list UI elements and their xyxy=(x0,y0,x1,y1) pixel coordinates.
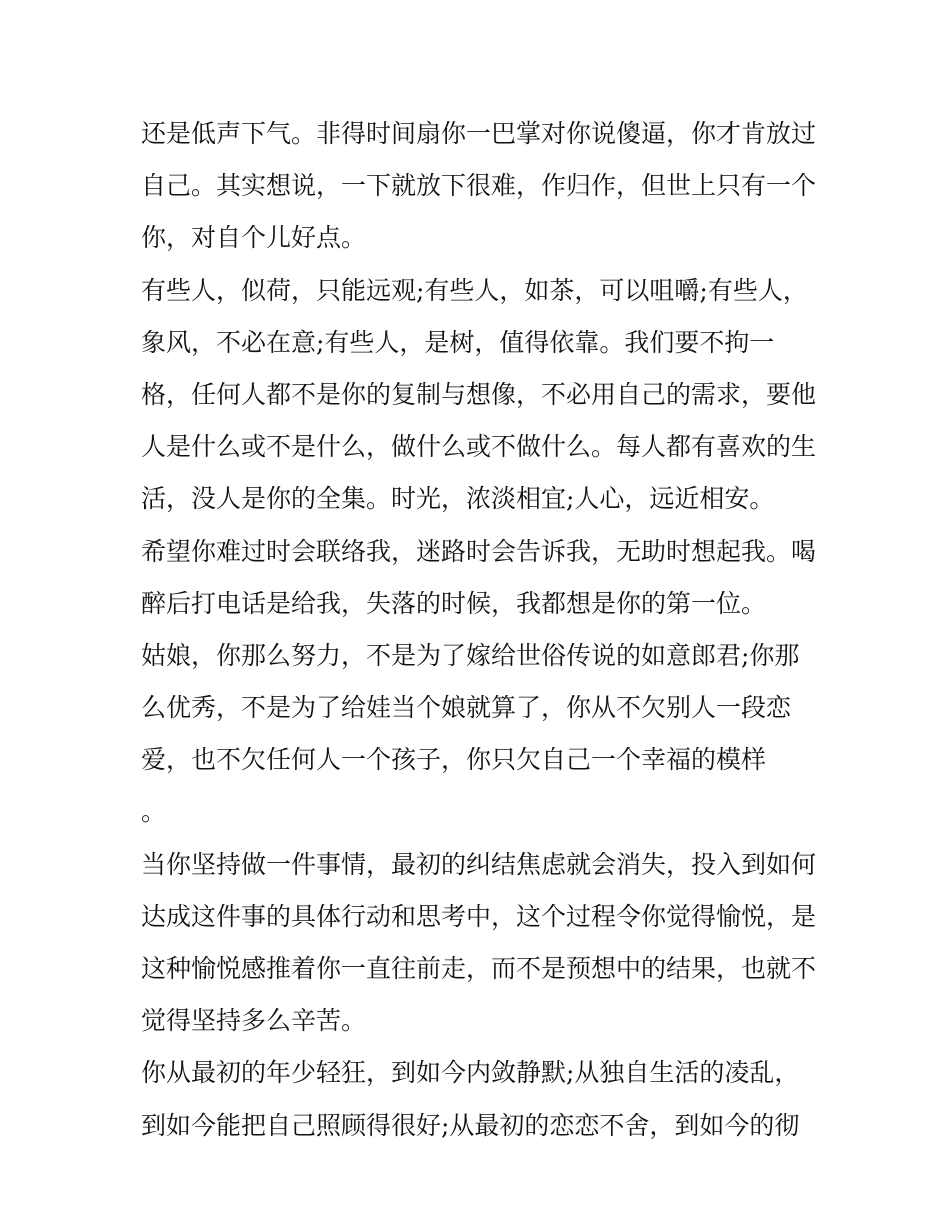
text-line: 觉得坚持多么辛苦。 xyxy=(141,1006,367,1036)
text-line: 格，任何人都不是你的复制与想像，不必用自己的需求，要他 xyxy=(141,379,817,409)
text-line: 希望你难过时会联络我，迷路时会告诉我，无助时想起我。喝 xyxy=(141,536,817,566)
text-line: 姑娘，你那么努力，不是为了嫁给世俗传说的如意郎君;你那 xyxy=(141,640,800,670)
text-line: 达成这件事的具体行动和思考中，这个过程令你觉得愉悦，是 xyxy=(141,901,817,931)
text-line: 自己。其实想说，一下就放下很难，作归作，但世上只有一个 xyxy=(141,171,817,201)
text-line: 有些人，似荷，只能远观;有些人，如茶，可以咀嚼;有些人， xyxy=(141,275,808,305)
text-line: 你，对自个儿好点。 xyxy=(141,223,367,253)
text-line: 你从最初的年少轻狂，到如今内敛静默;从独自生活的凌乱， xyxy=(141,1058,800,1088)
text-line: 象风，不必在意;有些人，是树，值得依靠。我们要不拘一 xyxy=(141,327,775,357)
text-line: 还是低声下气。非得时间扇你一巴掌对你说傻逼，你才肯放过 xyxy=(141,119,817,148)
text-line: 。 xyxy=(141,797,167,827)
text-line: 当你坚持做一件事情，最初的纠结焦虑就会消失，投入到如何 xyxy=(141,849,817,879)
text-line: 人是什么或不是什么，做什么或不做什么。每人都有喜欢的生 xyxy=(141,432,817,462)
text-line: 爱，也不欠任何人一个孩子，你只欠自己一个幸福的模样 xyxy=(141,745,767,775)
text-line: 到如今能把自己照顾得很好;从最初的恋恋不舍，到如今的彻 xyxy=(141,1110,800,1140)
text-line: 活，没人是你的全集。时光，浓淡相宜;人心，远近相安。 xyxy=(141,484,775,514)
text-line: 这种愉悦感推着你一直往前走，而不是预想中的结果，也就不 xyxy=(141,954,817,983)
body-text xyxy=(141,108,831,1152)
text-line: 么优秀，不是为了给娃当个娘就算了，你从不欠别人一段恋 xyxy=(141,693,792,723)
text-line: 醉后打电话是给我，失落的时候，我都想是你的第一位。 xyxy=(141,588,767,618)
